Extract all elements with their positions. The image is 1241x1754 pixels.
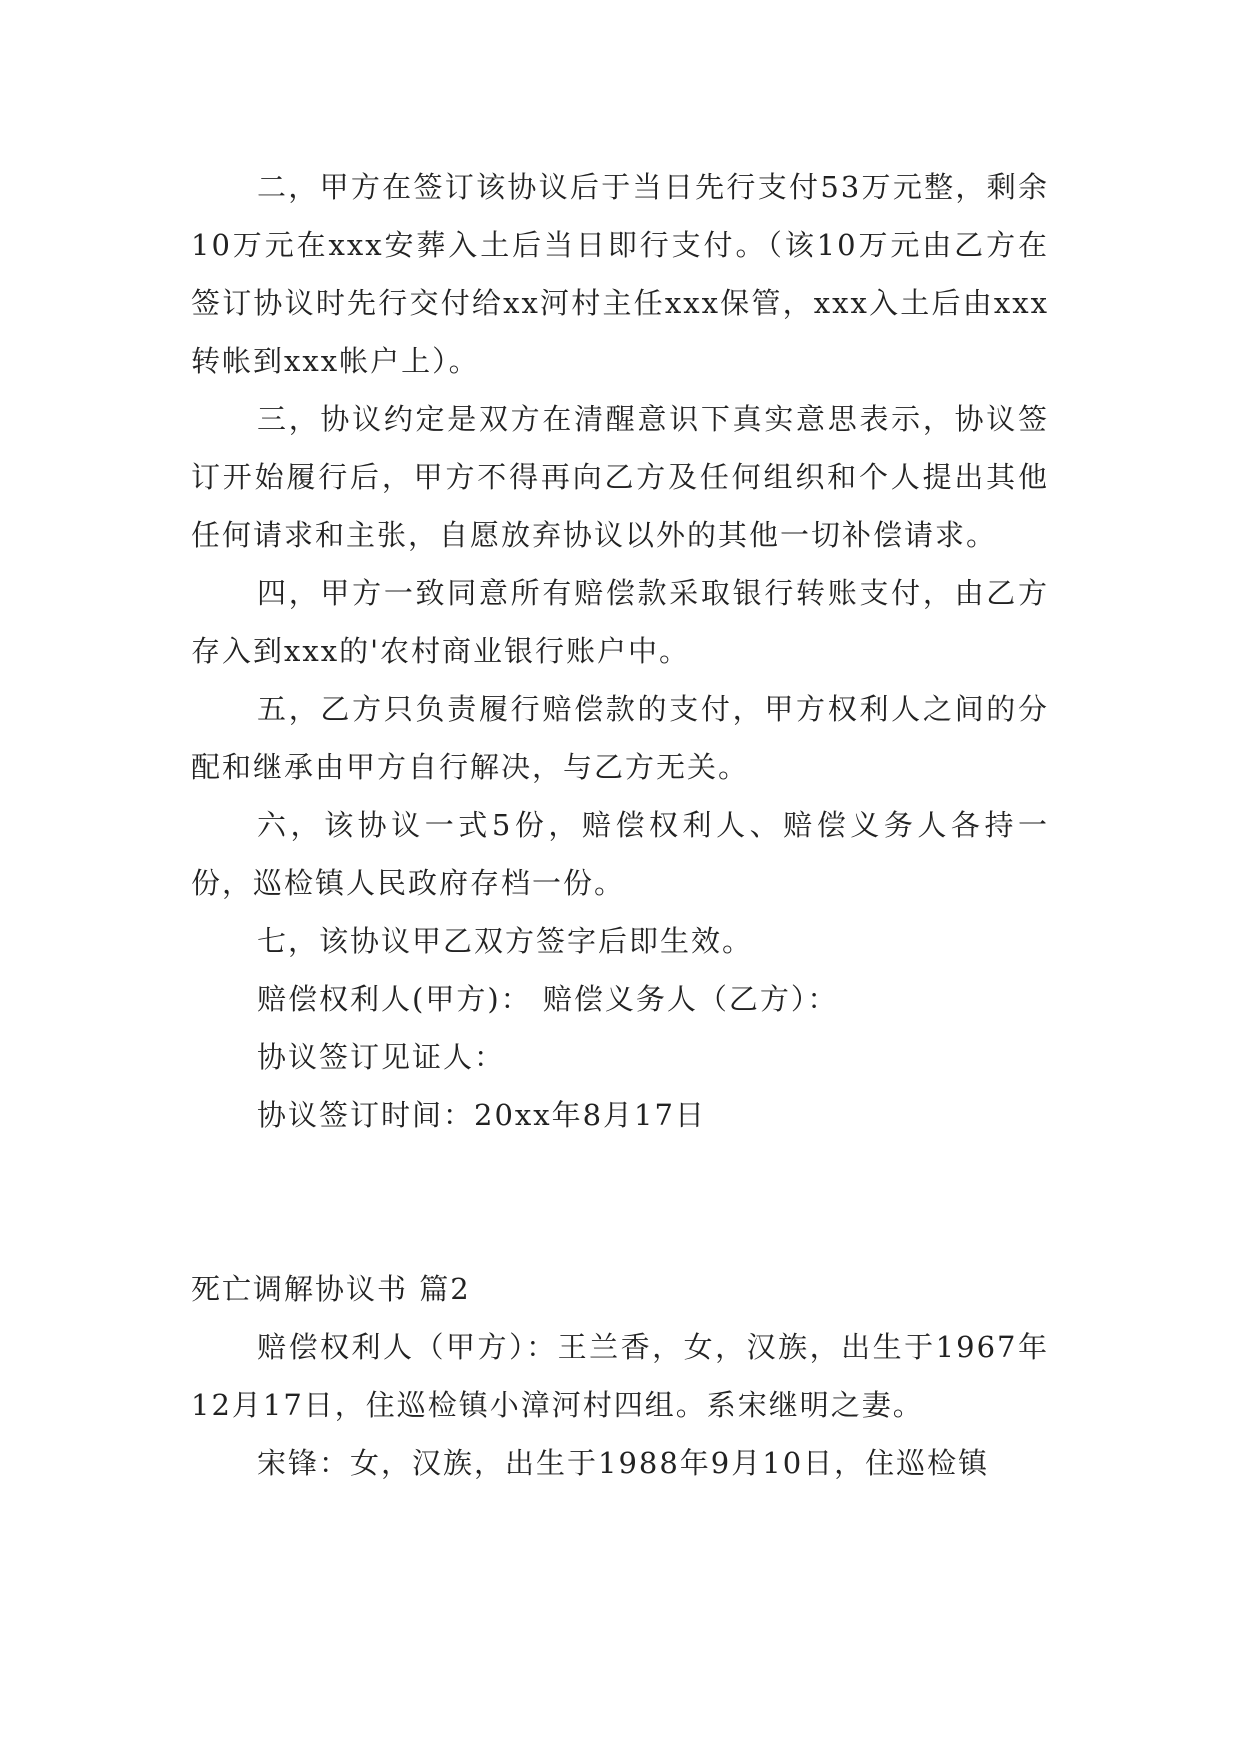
clause-three: 三，协议约定是双方在清醒意识下真实意思表示，协议签订开始履行后，甲方不得再向乙方及任何组织和个人提出其他任何请求和主张，自愿放弃协议以外的其他一切补偿请求。 <box>191 402 1049 552</box>
party-member-info: 宋锋：女，汉族，出生于1988年9月10日，住巡检镇 <box>257 1446 990 1480</box>
signature-line: 赔偿权利人(甲方)： 赔偿义务人（乙方）： <box>257 982 839 1016</box>
clause-four: 四，甲方一致同意所有赔偿款采取银行转账支付，由乙方存入到xxx的'农村商业银行账户中。 <box>191 576 1049 668</box>
clause-five: 五，乙方只负责履行赔偿款的支付，甲方权利人之间的分配和继承由甲方自行解决，与乙方无关。 <box>191 692 1049 784</box>
party-a-info: 赔偿权利人（甲方）：王兰香，女，汉族，出生于1967年12月17日，住巡检镇小漳河村四组。系宋继明之妻。 <box>191 1330 1049 1422</box>
clause-two: 二，甲方在签订该协议后于当日先行支付53万元整，剩余10万元在xxx安葬入土后当日即行支付。（该10万元由乙方在签订协议时先行交付给xx河村主任xxx保管，xxx入土后由xxx转帐到xxx帐户上）。 <box>191 170 1049 378</box>
section-spacer <box>191 1144 1049 1260</box>
section-title: 死亡调解协议书 篇2 <box>191 1272 471 1306</box>
signing-date: 协议签订时间：20xx年8月17日 <box>257 1098 706 1132</box>
clause-six: 六，该协议一式5份，赔偿权利人、赔偿义务人各持一份，巡检镇人民政府存档一份。 <box>191 808 1049 900</box>
clause-seven: 七，该协议甲乙双方签字后即生效。 <box>257 924 754 958</box>
witness-line: 协议签订见证人： <box>257 1040 506 1074</box>
document-body <box>191 158 1049 1492</box>
